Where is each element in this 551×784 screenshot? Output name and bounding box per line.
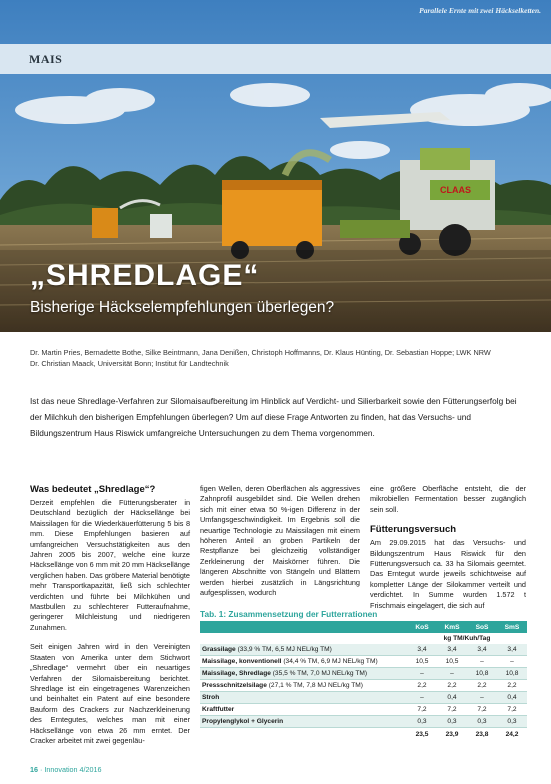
table-value: 7,2 [437,704,467,716]
photo-caption: Parallele Ernte mit zwei Häckselketten. [419,6,541,15]
total-value: 23,9 [445,730,459,738]
section-heading: Was bedeutet „Shredlage“? [30,484,156,495]
section-label-bar [0,44,551,74]
table-row [200,668,527,680]
table-header-row [200,621,527,633]
article-subtitle: Bisherige Häckselempfehlungen überlegen? [30,299,335,316]
table-cell [200,633,407,644]
table-value: 3,4 [497,644,527,656]
table-value: 10,5 [437,656,467,668]
total-value: 23,5 [415,730,429,738]
authors-line-1: Dr. Martin Pries, Bernadette Bothe, Silke Beintmann, Jana Denißen, Christoph Hoffmanns, Dr. Klaus Hünting, Dr. Sebastian Hoppe; LWK NRW [30,348,491,357]
paragraph: Am 29.09.2015 hat das Versuchs- und Bildungszentrum Haus Riswick für den Fütterungsversuch ca. 33 ha Silomais geerntet. Das Erntegut wurde jeweils schichtweise auf kompletter Länge der Silokammer verteilt und verdichtet. In Summe wurden 1.572 t Frischmais eingelagert, die sich auf [370,538,526,610]
table-value: 7,2 [407,704,437,716]
table-value: 0,3 [437,716,467,728]
table-value: 2,2 [467,680,497,692]
table-row [200,692,527,704]
table-value: – [407,692,437,704]
table-value: 7,2 [467,704,497,716]
table-header-cell: KmS [437,621,467,633]
row-detail: (35,5 % TM, 7,0 MJ NEL/kg TM) [270,670,368,677]
table-header-cell [200,621,407,633]
table-value: – [467,656,497,668]
table-value: – [407,668,437,680]
author-list [30,347,530,369]
section-heading: Fütterungsversuch [370,524,457,536]
table-value: 3,4 [437,644,467,656]
row-name: Stroh [202,694,220,701]
column-1 [30,484,190,746]
table-row [200,680,527,692]
row-name: Kraftfutter [202,706,235,713]
paragraph: eine größere Oberfläche entsteht, die der mikrobiellen Fermentation besser zugänglich sein soll. [370,484,526,514]
feed-ration-table [200,621,527,740]
row-label [200,704,407,716]
row-label [200,692,407,704]
page-footer [30,765,102,774]
table-value: 0,4 [437,692,467,704]
table-value: 3,4 [467,644,497,656]
article-title: „SHREDLAGE“ [30,259,260,292]
row-name: Propylenglykol + Glycerin [202,718,284,725]
row-label [200,716,407,728]
table-value: 7,2 [497,704,527,716]
table-title: Tab. 1: Zusammensetzung der Futterrationen [200,609,378,619]
table-row [200,644,527,656]
row-label [200,668,407,680]
table-header-cell: SmS [497,621,527,633]
row-label [200,656,407,668]
table-value: 3,4 [407,644,437,656]
table-value: 2,2 [407,680,437,692]
table-value: 0,3 [497,716,527,728]
row-label [200,644,407,656]
table-value: – [467,692,497,704]
section-label: MAIS [29,52,63,66]
table-value: – [437,668,467,680]
table-row [200,704,527,716]
table-header-cell: SoS [467,621,497,633]
table-value: 10,8 [467,668,497,680]
row-name: Maissilage, konventionell [202,658,282,665]
svg-text:CLAAS: CLAAS [440,185,471,195]
table-value: 10,8 [497,668,527,680]
row-detail: (34,4 % TM, 6,9 MJ NEL/kg TM) [281,658,378,665]
table-header-cell: KoS [407,621,437,633]
row-detail: (27,1 % TM, 7,8 MJ NEL/kg TM) [266,682,363,689]
table-value: – [497,656,527,668]
table-row [200,716,527,728]
table-value: 0,3 [407,716,437,728]
table-value: 10,5 [407,656,437,668]
table-cell [200,728,407,741]
table-total-row [200,728,527,741]
column-2 [200,484,360,598]
paragraph: Derzeit empfehlen die Fütterungsberater in Deutschland bezüglich der Häcksellänge bei Maissilagen für die Wiederkäuerfütterung 5 bis 8 mm. Diese Empfehlungen basieren auf umfangreichen Versuchstätigkeiten aus den Jahren 2005 bis 2007, welche eine kurze Häcksellänge von 6 mm mit 20 mm Häcksellänge verglichen haben. Das gröbere Material benötigte mehr Transportkapazität, ließ sich schlechter verdichten und führte bei Milchkühen und Mastbullen zu schlechterer Futteraufnahme, geringerer Milchleistung und niedrigeren Zunahmen. [30,498,190,632]
row-detail: (33,9 % TM, 6,5 MJ NEL/kg TM) [235,646,332,653]
table-value: 2,2 [497,680,527,692]
unit-label: kg TM/Kuh/Tag [443,635,491,642]
row-label [200,680,407,692]
table-value: 2,2 [437,680,467,692]
lead-paragraph: Ist das neue Shredlage-Verfahren zur Silomaisaufbereitung im Hinblick auf Verdicht- und Silierbarkeit sowie den Fütterungserfolg bei der Milchkuh den bisherigen Empfehlungen überlegen? Um auf diese Frage Antworten zu finden, hat das Versuchs- und Bildungszentrum Haus Riswick umfangreiche Untersuchungen zu dem Thema vorgenommen. [30,396,517,438]
row-name: Maissilage, Shredlage [202,670,271,677]
table-unit-row [200,633,527,644]
table-value: 0,3 [467,716,497,728]
issue-label: · Innovation 4/2016 [38,765,102,774]
total-value: 23,8 [475,730,489,738]
row-name: Grassilage [202,646,236,653]
paragraph: figen Wellen, deren Oberflächen als aggressives Zahnprofil ausgebildet sind. Die Wellen drehen sich mit einer etwa 50 %-igen Differenz in der Umfangsgeschwindigkeit. Im Ergebnis soll die neuartige Technologie zu Maissilagen mit einem höheren Anteil an groben Partikeln der Restpflanze bei gleichzeitig vollständiger Zerkleinerung der Maiskörner führen. Die längeren Abschnitte von Stängeln und Blättern werden hierbei zusätzlich in Längsrichtung aufgesplissen, wodurch [200,484,360,598]
table-row [200,656,527,668]
column-3 [370,484,526,611]
table-value: 0,4 [497,692,527,704]
authors-line-2: Dr. Christian Maack, Universität Bonn; Institut für Landtechnik [30,359,229,368]
paragraph: Seit einigen Jahren wird in den Vereinigten Staaten von Amerika unter dem Stichwort „Shredlage“ vermehrt über ein neuartiges Verfahren der Silomaisbereitung berichtet. Shredlage ist ein eingetragenes Warenzeichen und beinhaltet ein Patent auf eine besondere Bauform des Crackers zur Nachzerkleinerung des Erntegutes, welches man mit einer Häcksellänge von etwa 26 mm erntet. Der Cracker arbeitet mit zwei gegenläu- [30,642,190,745]
row-name: Pressschnitzelsilage [202,682,267,689]
total-value: 24,2 [505,730,519,738]
page-number: 16 [30,765,38,774]
